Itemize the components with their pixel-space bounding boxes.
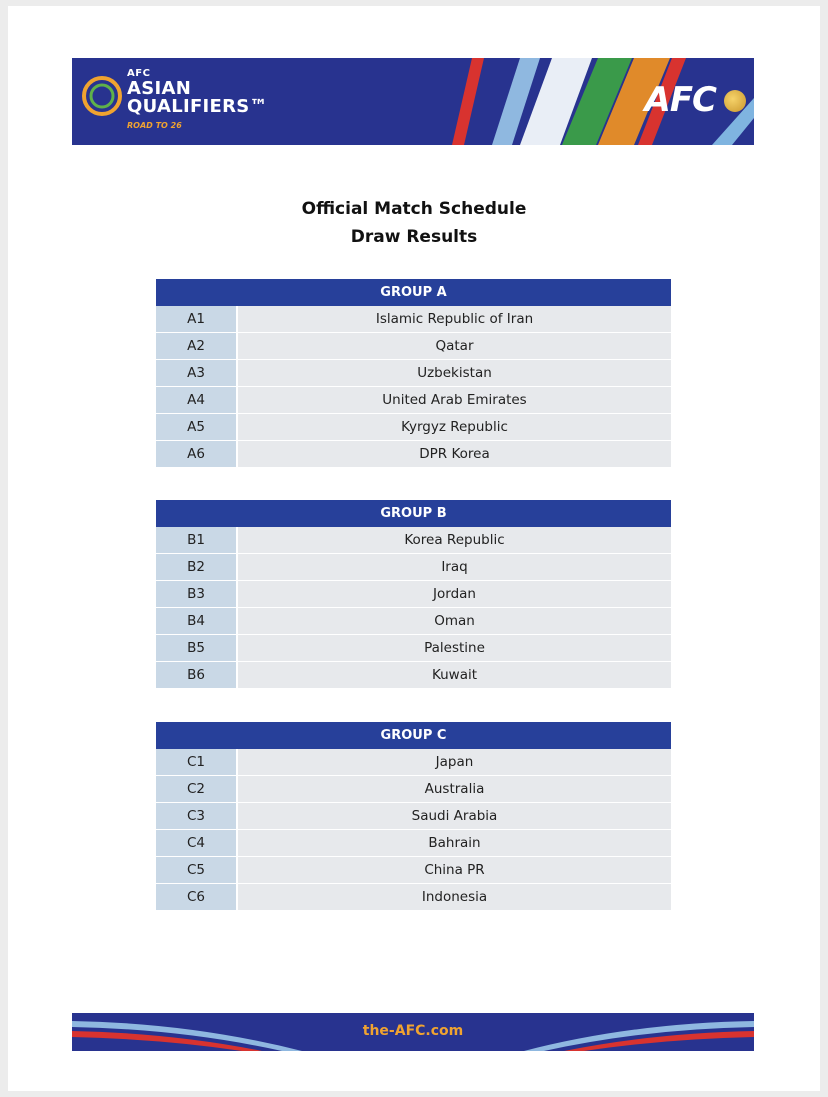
slot-code: C3 [156,803,238,830]
qualifiers-label: QUALIFIERS™ [127,96,268,117]
table-row [156,333,671,360]
table-row [156,635,671,662]
team-name: Kuwait [238,662,671,689]
table-row [156,884,671,911]
group-table [156,279,671,468]
slot-code: B1 [156,527,238,554]
slot-code: C4 [156,830,238,857]
table-row [156,608,671,635]
team-name: DPR Korea [238,441,671,468]
table-row [156,414,671,441]
globe-icon [724,90,746,112]
document-page [8,6,820,1091]
slot-code: B6 [156,662,238,689]
table-row [156,803,671,830]
group-header: GROUP B [156,500,671,527]
table-row [156,554,671,581]
table-row [156,441,671,468]
team-name: Iraq [238,554,671,581]
team-name: Jordan [238,581,671,608]
group-table [156,722,671,911]
team-name: Kyrgyz Republic [238,414,671,441]
team-name: Palestine [238,635,671,662]
team-name: Islamic Republic of Iran [238,306,671,333]
slot-code: C5 [156,857,238,884]
slot-code: C1 [156,749,238,776]
asian-label: ASIAN [127,78,192,99]
slot-code: B3 [156,581,238,608]
table-row [156,360,671,387]
slot-code: B5 [156,635,238,662]
table-row [156,387,671,414]
slot-code: A4 [156,387,238,414]
slot-code: C2 [156,776,238,803]
team-name: Japan [238,749,671,776]
team-name: Bahrain [238,830,671,857]
afc-small-label: AFC [127,68,151,79]
team-name: Uzbekistan [238,360,671,387]
table-row [156,830,671,857]
team-name: Oman [238,608,671,635]
table-row [156,581,671,608]
table-row [156,306,671,333]
table-row [156,776,671,803]
team-name: Indonesia [238,884,671,911]
team-name: Korea Republic [238,527,671,554]
table-row [156,527,671,554]
table-row [156,749,671,776]
group-header: GROUP C [156,722,671,749]
page-title: Official Match Schedule [301,199,527,219]
slot-code: A6 [156,441,238,468]
team-name: Qatar [238,333,671,360]
footer-banner [72,1013,754,1051]
group-header: GROUP A [156,279,671,306]
slot-code: A2 [156,333,238,360]
slot-code: A5 [156,414,238,441]
slot-code: B4 [156,608,238,635]
header-banner [72,58,754,145]
team-name: Australia [238,776,671,803]
team-name: United Arab Emirates [238,387,671,414]
road-to-26-label: ROAD TO 26 [127,121,182,130]
slot-code: A1 [156,306,238,333]
slot-code: B2 [156,554,238,581]
group-table [156,500,671,689]
team-name: Saudi Arabia [238,803,671,830]
slot-code: C6 [156,884,238,911]
table-row [156,662,671,689]
afc-logo: AFC [644,80,716,120]
team-name: China PR [238,857,671,884]
slot-code: A3 [156,360,238,387]
page-subtitle: Draw Results [350,227,478,247]
table-row [156,857,671,884]
footer-url[interactable]: the-AFC.com [362,1023,464,1039]
